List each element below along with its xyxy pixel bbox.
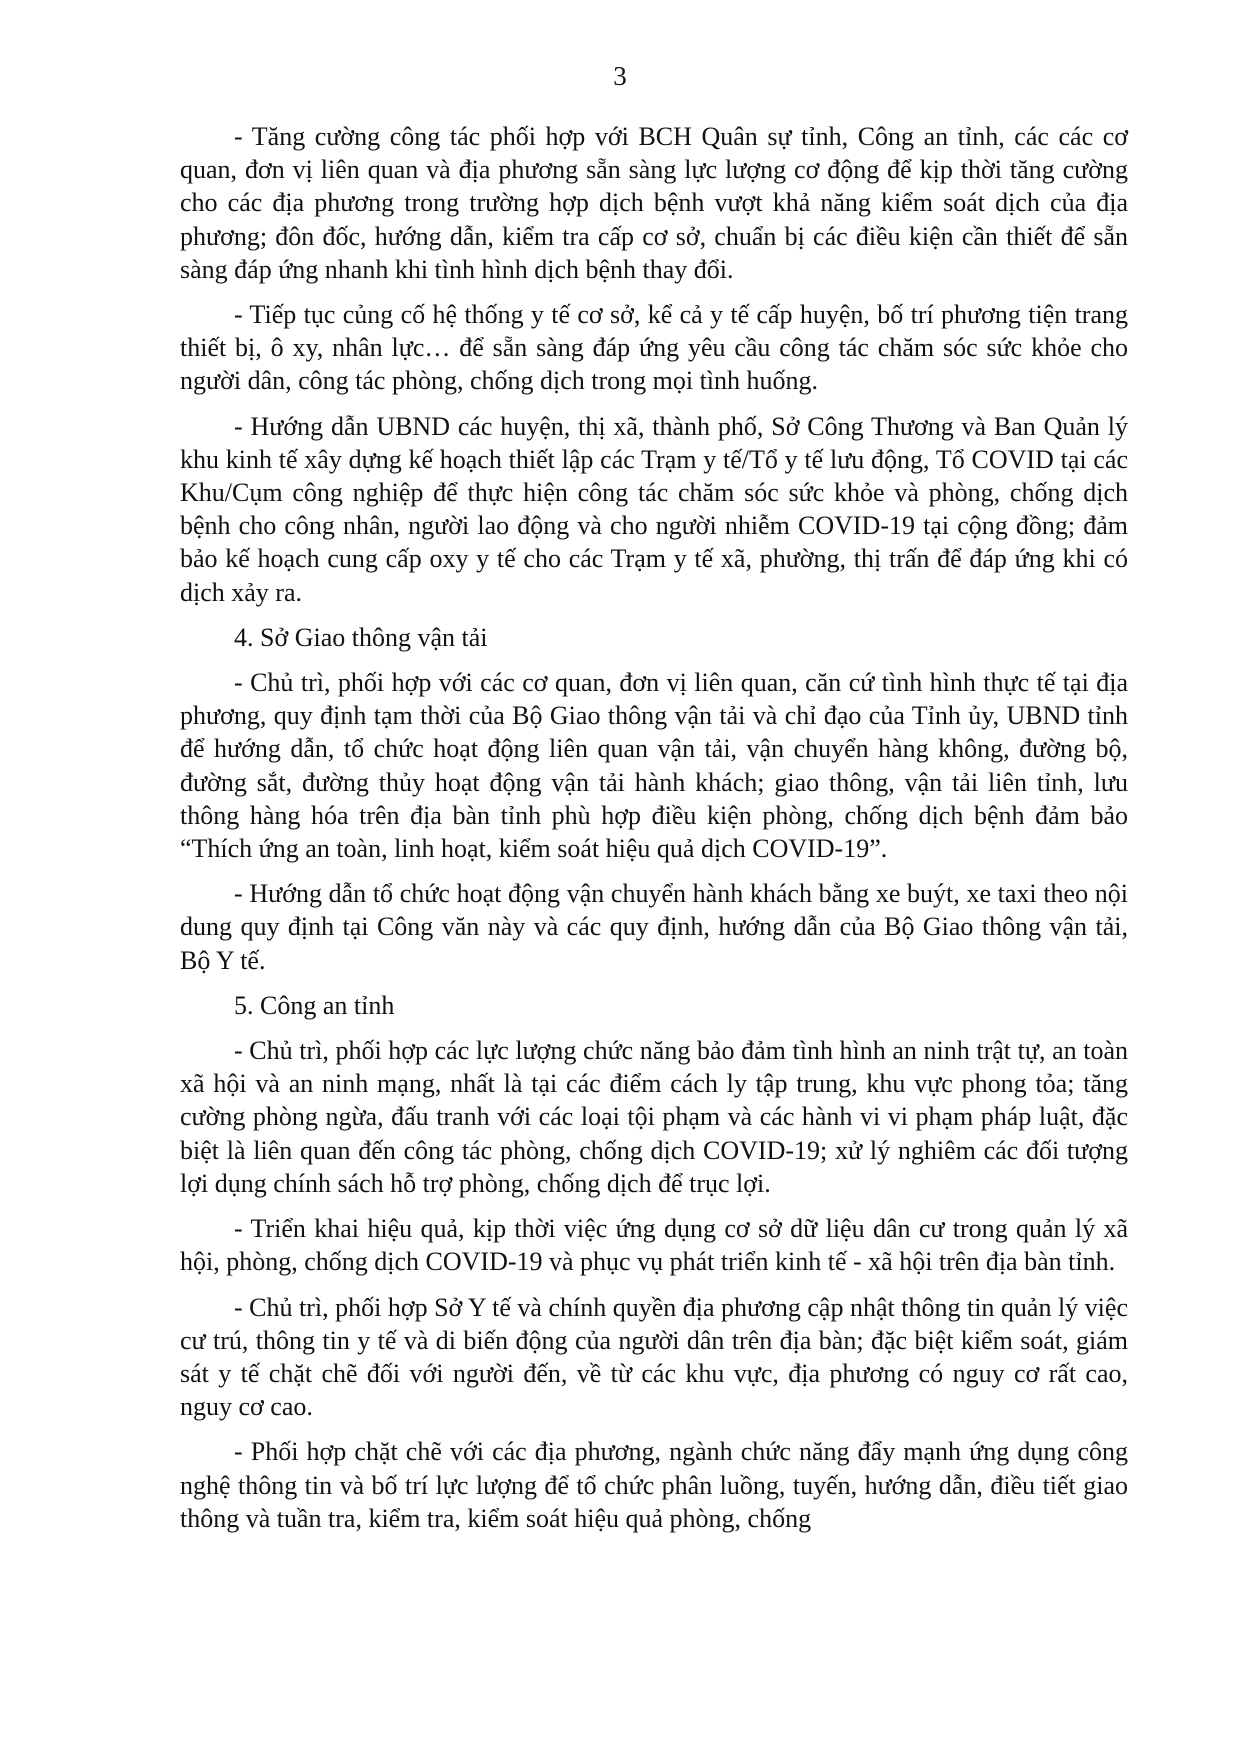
paragraph-mobile-health-stations: - Hướng dẫn UBND các huyện, thị xã, thành phố, Sở Công Thương và Ban Quản lý khu kinh tế xây dựng kế hoạch thiết lập các Trạm y tế/Tổ y tế lưu động, Tổ COVID tại các Khu/Cụm công nghiệp để thực hiện công tác chăm sóc sức khỏe và phòng, chống dịch bệnh cho công nhân, người lao động và cho người nhiễm COVID-19 tại cộng đồng; đảm bảo kế hoạch cung cấp oxy y tế cho các Trạm y tế xã, phường, thị trấn để đáp ứng khi có dịch xảy ra.: [180, 411, 1128, 607]
paragraph-residence-tracking: - Chủ trì, phối hợp Sở Y tế và chính quyền địa phương cập nhật thông tin quản lý việc cư trú, thông tin y tế và di biến động của người dân trên địa bàn; đặc biệt kiểm soát, giám sát y tế chặt chẽ đối với người đến, về từ các khu vực, địa phương có nguy cơ rất cao, nguy cơ cao.: [180, 1292, 1128, 1422]
paragraph-security-order: - Chủ trì, phối hợp các lực lượng chức năng bảo đảm tình hình an ninh trật tự, an toàn xã hội và an ninh mạng, nhất là tại các điểm cách ly tập trung, khu vực phong tỏa; tăng cường phòng ngừa, đấu tranh với các loại tội phạm và các hành vi vi phạm pháp luật, đặc biệt là liên quan đến công tác phòng, chống dịch COVID-19; xử lý nghiêm các đối tượng lợi dụng chính sách hỗ trợ phòng, chống dịch để trục lợi.: [180, 1036, 1128, 1198]
page-number: 3: [613, 61, 627, 91]
paragraph-bus-taxi: - Hướng dẫn tổ chức hoạt động vận chuyển hành khách bằng xe buýt, xe taxi theo nội dung quy định tại Công văn này và các quy định, hướng dẫn của Bộ Giao thông vận tải, Bộ Y tế.: [180, 879, 1128, 975]
paragraph-health-system: - Tiếp tục củng cố hệ thống y tế cơ sở, kể cả y tế cấp huyện, bố trí phương tiện trang thiết bị, ô xy, nhân lực… để sẵn sàng đáp ứng yêu cầu công tác chăm sóc sức khỏe cho người dân, công tác phòng, chống dịch trong mọi tình huống.: [180, 300, 1128, 396]
section-heading-transport: 4. Sở Giao thông vận tải: [234, 622, 488, 652]
section-heading-police: 5. Công an tỉnh: [234, 990, 395, 1020]
paragraph-population-database: - Triển khai hiệu quả, kịp thời việc ứng dụng cơ sở dữ liệu dân cư trong quản lý xã hội, phòng, chống dịch COVID-19 và phục vụ phát triển kinh tế - xã hội trên địa bàn tỉnh.: [180, 1214, 1128, 1277]
paragraph-coordination-forces: - Tăng cường công tác phối hợp với BCH Quân sự tỉnh, Công an tỉnh, các các cơ quan, đơn vị liên quan và địa phương sẵn sàng lực lượng cơ động để kịp thời tăng cường cho các địa phương trong trường hợp dịch bệnh vượt khả năng kiểm soát dịch của địa phương; đôn đốc, hướng dẫn, kiểm tra cấp cơ sở, chuẩn bị các điều kiện cần thiết để sẵn sàng đáp ứng nhanh khi tình hình dịch bệnh thay đổi.: [180, 122, 1128, 284]
paragraph-transport-guidance: - Chủ trì, phối hợp với các cơ quan, đơn vị liên quan, căn cứ tình hình thực tế tại địa phương, quy định tạm thời của Bộ Giao thông vận tải và chỉ đạo của Tỉnh ủy, UBND tỉnh để hướng dẫn, tổ chức hoạt động liên quan vận tải, vận chuyển hàng không, đường bộ, đường sắt, đường thủy hoạt động vận tải hành khách; giao thông, vận tải liên tỉnh, lưu thông hàng hóa trên địa bàn tỉnh phù hợp điều kiện phòng, chống dịch bệnh đảm bảo “Thích ứng an toàn, linh hoạt, kiểm soát hiệu quả dịch COVID-19”.: [180, 668, 1128, 864]
paragraph-traffic-control: - Phối hợp chặt chẽ với các địa phương, ngành chức năng đẩy mạnh ứng dụng công nghệ thông tin và bố trí lực lượng để tổ chức phân luồng, tuyến, hướng dẫn, điều tiết giao thông và tuần tra, kiểm tra, kiểm soát hiệu quả phòng, chống: [180, 1437, 1128, 1533]
document-body: [180, 120, 1128, 1547]
